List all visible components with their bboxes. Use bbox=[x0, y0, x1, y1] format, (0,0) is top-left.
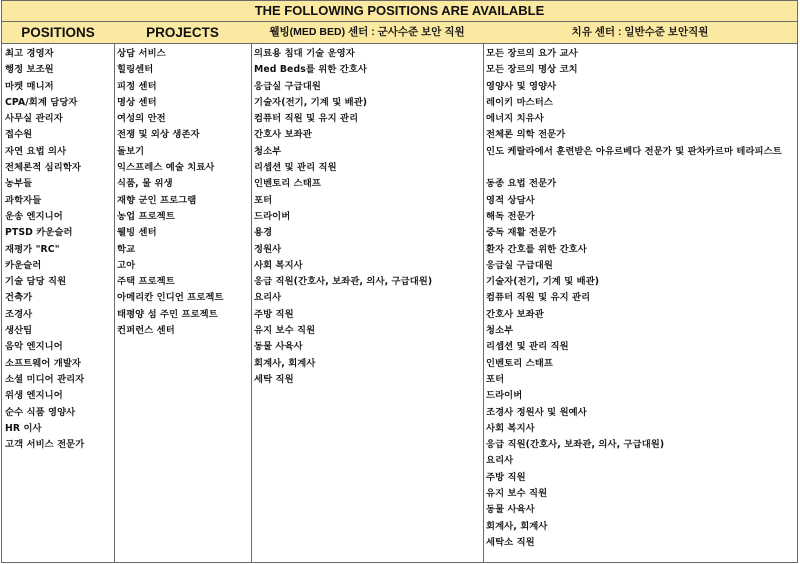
column-list bbox=[251, 44, 483, 388]
list-item: 마켓 매니저 bbox=[5, 80, 54, 92]
list-item: 조경사 정원사 및 원예사 bbox=[486, 406, 587, 418]
column-header: 웰빙(MED BED) 센터 : 군사수준 보안 직원 bbox=[251, 22, 483, 44]
list-item: 에너지 치유사 bbox=[486, 113, 544, 125]
list-item: 음악 엔지니어 bbox=[5, 341, 63, 353]
list-item: 소셜 미디어 관리자 bbox=[5, 373, 85, 385]
list-item: 기술자(전기, 기계 및 배관) bbox=[486, 276, 600, 288]
list-item: 간호사 보좌관 bbox=[486, 308, 544, 320]
list-item: 익스프레스 예술 치료사 bbox=[117, 162, 215, 174]
list-item: 기술자(전기, 기계 및 배관) bbox=[254, 96, 368, 108]
list-item: 고아 bbox=[117, 259, 136, 271]
list-item: 행정 보조원 bbox=[5, 64, 54, 76]
list-item: 운송 엔지니어 bbox=[5, 210, 63, 222]
list-item: 재향 군인 프로그램 bbox=[117, 194, 197, 206]
list-item: 세탁소 직원 bbox=[486, 536, 535, 548]
list-item: 레이키 마스터스 bbox=[486, 96, 553, 108]
positions-table bbox=[1, 0, 798, 563]
column-projects bbox=[114, 22, 252, 562]
list-item: 고객 서비스 전문가 bbox=[5, 439, 85, 451]
list-item: 유지 보수 직원 bbox=[486, 488, 548, 500]
list-item: 인벤토리 스태프 bbox=[254, 178, 321, 190]
list-item: 응급실 구급대원 bbox=[254, 80, 321, 92]
list-item: 피정 센터 bbox=[117, 80, 157, 92]
list-item: 응급 직원(간호사, 보좌관, 의사, 구급대원) bbox=[254, 276, 433, 288]
list-item: 리셉션 및 관리 직원 bbox=[486, 341, 569, 353]
list-item: 포터 bbox=[486, 373, 505, 385]
column-list bbox=[114, 44, 251, 339]
list-item: 위생 엔지니어 bbox=[5, 390, 63, 402]
list-item: 중독 재활 전문가 bbox=[486, 227, 557, 239]
list-item: 태평양 섬 주민 프로젝트 bbox=[117, 308, 218, 320]
column-healing-center bbox=[483, 22, 797, 562]
column-header: 치유 센터 : 일반수준 보안직원 bbox=[483, 22, 797, 44]
list-item: 접수원 bbox=[5, 129, 33, 141]
list-item: 모든 장르의 명상 코치 bbox=[486, 64, 578, 76]
column-header: POSITIONS bbox=[2, 22, 114, 44]
list-item: 전쟁 및 외상 생존자 bbox=[117, 129, 200, 141]
list-item: 전체론적 심리학자 bbox=[5, 162, 81, 174]
list-item: 재평가 "RC" bbox=[5, 243, 60, 255]
list-item: 자연 요법 의사 bbox=[5, 145, 67, 157]
list-item: 영적 상담사 bbox=[486, 194, 535, 206]
list-item: 순수 식품 영양사 bbox=[5, 406, 76, 418]
list-item: 인도 케랄라에서 훈련받은 아유르베다 전문가 및 판차카르마 테라피스트 bbox=[486, 145, 782, 157]
list-item: 여성의 안전 bbox=[117, 113, 166, 125]
list-item: 청소부 bbox=[254, 145, 282, 157]
column-list bbox=[2, 44, 114, 453]
list-item: 조경사 bbox=[5, 308, 33, 320]
column-list bbox=[483, 44, 797, 551]
list-item: CPA/회계 담당자 bbox=[5, 96, 78, 108]
list-item: 요리사 bbox=[486, 455, 514, 467]
list-item: 응급 직원(간호사, 보좌관, 의사, 구급대원) bbox=[486, 439, 665, 451]
list-item: 의료용 침대 기술 운영자 bbox=[254, 48, 355, 59]
list-item: 동물 사육사 bbox=[486, 504, 535, 516]
list-item: 주방 직원 bbox=[486, 471, 526, 483]
list-item: 영양사 및 영양사 bbox=[486, 80, 557, 92]
list-item: 농부들 bbox=[5, 178, 33, 190]
list-item: 명상 센터 bbox=[117, 96, 157, 108]
list-item: 드라이버 bbox=[254, 210, 291, 222]
list-item: Med Beds를 위한 간호사 bbox=[254, 64, 367, 76]
list-item: 컴퓨터 직원 및 유지 관리 bbox=[486, 292, 591, 304]
list-item: 소프트웨어 개발자 bbox=[5, 357, 81, 369]
list-item: 힐링센터 bbox=[117, 64, 154, 76]
list-item: 건축가 bbox=[5, 292, 33, 304]
table-banner: THE FOLLOWING POSITIONS ARE AVAILABLE bbox=[2, 1, 797, 22]
list-item: 용경 bbox=[254, 227, 273, 239]
list-item: 리셉션 및 관리 직원 bbox=[254, 162, 337, 174]
list-item: 동물 사육사 bbox=[254, 341, 303, 353]
list-item: PTSD 카운슬러 bbox=[5, 227, 73, 239]
list-item: 컨퍼런스 센터 bbox=[117, 325, 175, 337]
list-item: 세탁 직원 bbox=[254, 373, 294, 385]
list-item: 회계사, 회계사 bbox=[486, 520, 548, 532]
list-item: HR 이사 bbox=[5, 422, 42, 434]
list-item: 전체론 의학 전문가 bbox=[486, 129, 566, 141]
list-item: 컴퓨터 직원 및 유지 관리 bbox=[254, 113, 359, 125]
list-item: 요리사 bbox=[254, 292, 282, 304]
list-item: 주방 직원 bbox=[254, 308, 294, 320]
list-item: 학교 bbox=[117, 243, 136, 255]
list-item: 정원사 bbox=[254, 243, 282, 255]
list-item: 유지 보수 직원 bbox=[254, 325, 316, 337]
list-item: 사무실 관리자 bbox=[5, 113, 63, 125]
list-item: 돌보기 bbox=[117, 145, 145, 157]
list-item: 해독 전문가 bbox=[486, 210, 535, 222]
list-item: 상담 서비스 bbox=[117, 48, 166, 59]
list-item: 사회 복지사 bbox=[254, 259, 303, 271]
list-item: 청소부 bbox=[486, 325, 514, 337]
list-item: 인벤토리 스태프 bbox=[486, 357, 553, 369]
list-item: 농업 프로젝트 bbox=[117, 210, 175, 222]
list-item: 과학자들 bbox=[5, 194, 42, 206]
column-header: PROJECTS bbox=[114, 22, 251, 44]
list-item: 기술 담당 직원 bbox=[5, 276, 67, 288]
list-item: 환자 간호를 위한 간호사 bbox=[486, 243, 587, 255]
list-item: 간호사 보좌관 bbox=[254, 129, 312, 141]
list-item: 포터 bbox=[254, 194, 273, 206]
list-item: 드라이버 bbox=[486, 390, 523, 402]
list-item: 사회 복지사 bbox=[486, 422, 535, 434]
list-item: 식품, 물 위생 bbox=[117, 178, 173, 190]
list-item: 모든 장르의 요가 교사 bbox=[486, 48, 578, 59]
list-item: 응급실 구급대원 bbox=[486, 259, 553, 271]
list-item: 웰빙 센터 bbox=[117, 227, 157, 239]
column-positions bbox=[2, 22, 115, 562]
list-item: 동종 요법 전문가 bbox=[486, 178, 557, 190]
list-item: 아메리칸 인디언 프로젝트 bbox=[117, 292, 224, 304]
list-item: 회계사, 회계사 bbox=[254, 357, 316, 369]
list-item: 카운슬러 bbox=[5, 259, 42, 271]
column-wellbeing-center bbox=[251, 22, 484, 562]
list-item: 생산팀 bbox=[5, 325, 33, 337]
list-item: 최고 경영자 bbox=[5, 48, 54, 59]
list-item: 주택 프로젝트 bbox=[117, 276, 175, 288]
